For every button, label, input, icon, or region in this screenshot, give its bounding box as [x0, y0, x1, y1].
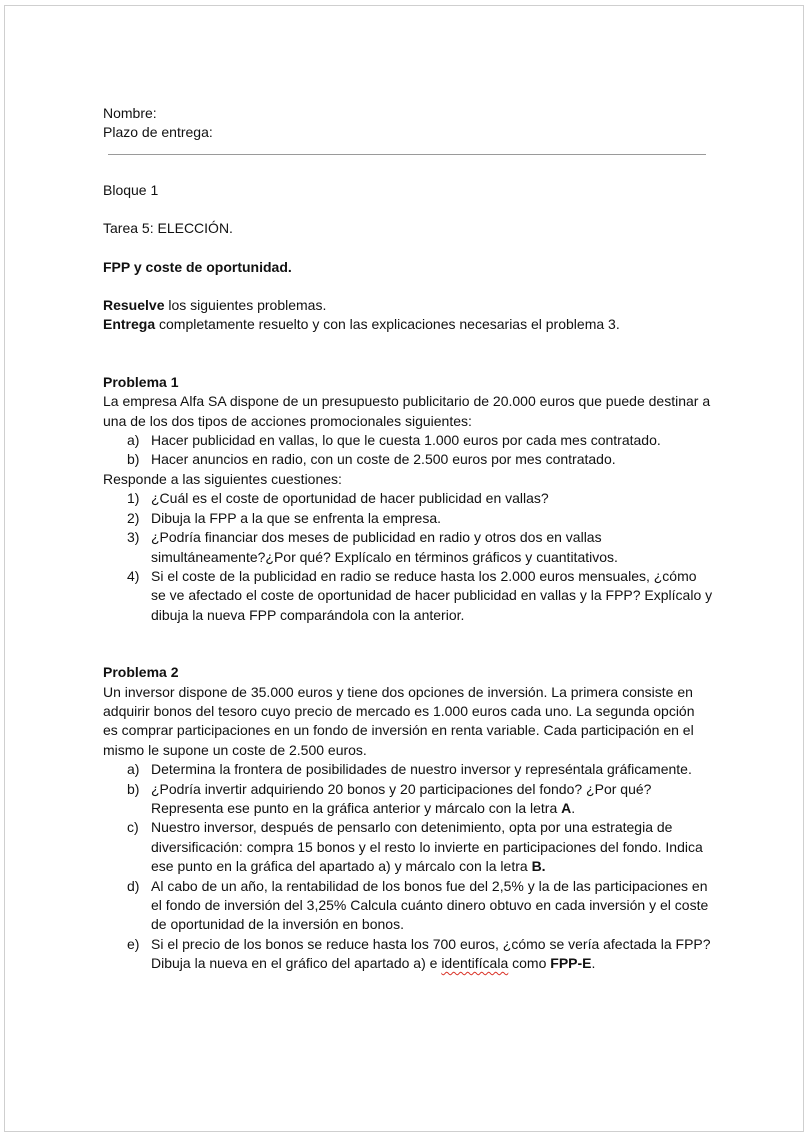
- list-item-text-end: .: [571, 799, 576, 816]
- problema-1-options: [103, 431, 713, 470]
- list-item-text: Nuestro inversor, después de pensarlo con detenimiento, opta por una estrategia de diversificación: compra 15 bonos y el resto lo invierte en participaciones del fondo. Indica ese punto en la gráfica del apartado a) y márcalo con la letra: [151, 819, 703, 875]
- list-marker: 2): [127, 509, 140, 526]
- list-item: [103, 818, 713, 876]
- list-item: [103, 509, 713, 528]
- list-item-text: Determina la frontera de posibilidades de nuestro inversor y represéntala gráficamente.: [151, 761, 692, 778]
- list-item: [103, 760, 713, 779]
- list-marker: e): [127, 935, 140, 952]
- list-item-text: ¿Podría invertir adquiriendo 20 bonos y 20 participaciones del fondo? ¿Por qué? Representa ese punto en la gráfica anterior y márcalo con la letra: [151, 780, 652, 816]
- spellcheck-flagged-word[interactable]: identifícala: [441, 955, 509, 972]
- list-item-text: ¿Cuál es el coste de oportunidad de hacer publicidad en vallas?: [151, 490, 549, 507]
- list-item-text: Si el precio de los bonos se reduce hasta los 700 euros, ¿cómo se vería afectada la FPP? Dibuja la nueva en el gráfico del apartado a) e: [151, 935, 711, 972]
- document-page: [4, 5, 804, 1132]
- list-item: [103, 528, 713, 567]
- list-marker: d): [127, 877, 140, 894]
- list-item-text-end: .: [591, 955, 596, 972]
- list-item-text: Al cabo de un año, la rentabilidad de los bonos fue del 2,5% y la de las participaciones en el fondo de inversión del 3,25% Calcula cuánto dinero obtuvo en cada inversión y el coste de oportunidad de la inversión en bonos.: [151, 877, 709, 933]
- problema-2-items: [103, 760, 713, 973]
- plazo-label: Plazo de entrega:: [103, 124, 213, 141]
- list-marker: 4): [127, 567, 140, 584]
- list-item-text: Si el coste de la publicidad en radio se reduce hasta los 2.000 euros mensuales, ¿cómo se ve afectado el coste de oportunidad de hacer publicidad en vallas y la FPP? Explícalo y dibuja la nueva FPP comparándola con la anterior.: [151, 567, 713, 623]
- list-item: [103, 567, 713, 625]
- list-marker: b): [127, 451, 140, 468]
- list-item-text: ¿Podría financiar dos meses de publicidad en radio y otros dos en vallas simultáneamente?¿Por qué? Explícalo en términos gráficos y cuantitativos.: [151, 529, 618, 565]
- list-item-text: Hacer anuncios en radio, con un coste de 2.500 euros por mes contratado.: [151, 451, 616, 468]
- problema-1-questions-intro: Responde a las siguientes cuestiones:: [103, 470, 342, 487]
- resuelve-bold: Resuelve: [103, 297, 165, 314]
- list-item: [103, 450, 713, 469]
- list-marker: 1): [127, 490, 140, 507]
- list-item: [103, 935, 713, 974]
- point-label-a: A: [561, 799, 572, 816]
- list-item: [103, 780, 713, 819]
- list-marker: a): [127, 432, 140, 449]
- nombre-label: Nombre:: [103, 105, 157, 121]
- horizontal-divider: [108, 154, 706, 155]
- list-item: [103, 489, 713, 508]
- document-body: [103, 104, 713, 974]
- list-item-text-mid: como: [508, 955, 551, 972]
- entrega-bold: Entrega: [103, 316, 156, 333]
- section-title: FPP y coste de oportunidad.: [103, 258, 292, 275]
- problema-1-questions: [103, 489, 713, 625]
- list-marker: 3): [127, 529, 140, 546]
- problema-1-title: Problema 1: [103, 373, 179, 390]
- instruction-entrega: [103, 315, 713, 334]
- fpp-e-label: FPP-E: [550, 955, 592, 972]
- bloque-heading: Bloque 1: [103, 181, 159, 198]
- instruction-resuelve: [103, 296, 713, 315]
- list-item-text: Hacer publicidad en vallas, lo que le cuesta 1.000 euros por cada mes contratado.: [151, 432, 661, 449]
- list-item: [103, 431, 713, 450]
- list-item-text: Dibuja la FPP a la que se enfrenta la empresa.: [151, 509, 442, 526]
- problema-2-intro: Un inversor dispone de 35.000 euros y tiene dos opciones de inversión. La primera consiste en adquirir bonos del tesoro cuyo precio de mercado es 1.000 euros cada uno. La segunda opción es comprar participaciones en un fondo de inversión en renta variable. Cada participación en el mismo le supone un coste de 2.500 euros.: [103, 683, 695, 758]
- list-item: [103, 877, 713, 935]
- list-marker: a): [127, 761, 140, 778]
- entrega-text: completamente resuelto y con las explicaciones necesarias el problema 3.: [155, 316, 620, 333]
- problema-2-title: Problema 2: [103, 664, 179, 681]
- tarea-heading: Tarea 5: ELECCIÓN.: [103, 220, 233, 237]
- resuelve-text: los siguientes problemas.: [164, 297, 327, 314]
- point-label-b: B.: [531, 858, 546, 875]
- list-marker: b): [127, 780, 140, 797]
- list-marker: c): [127, 819, 139, 836]
- problema-1-intro: La empresa Alfa SA dispone de un presupuesto publicitario de 20.000 euros que puede destinar a una de los dos tipos de acciones promocionales siguientes:: [103, 393, 711, 429]
